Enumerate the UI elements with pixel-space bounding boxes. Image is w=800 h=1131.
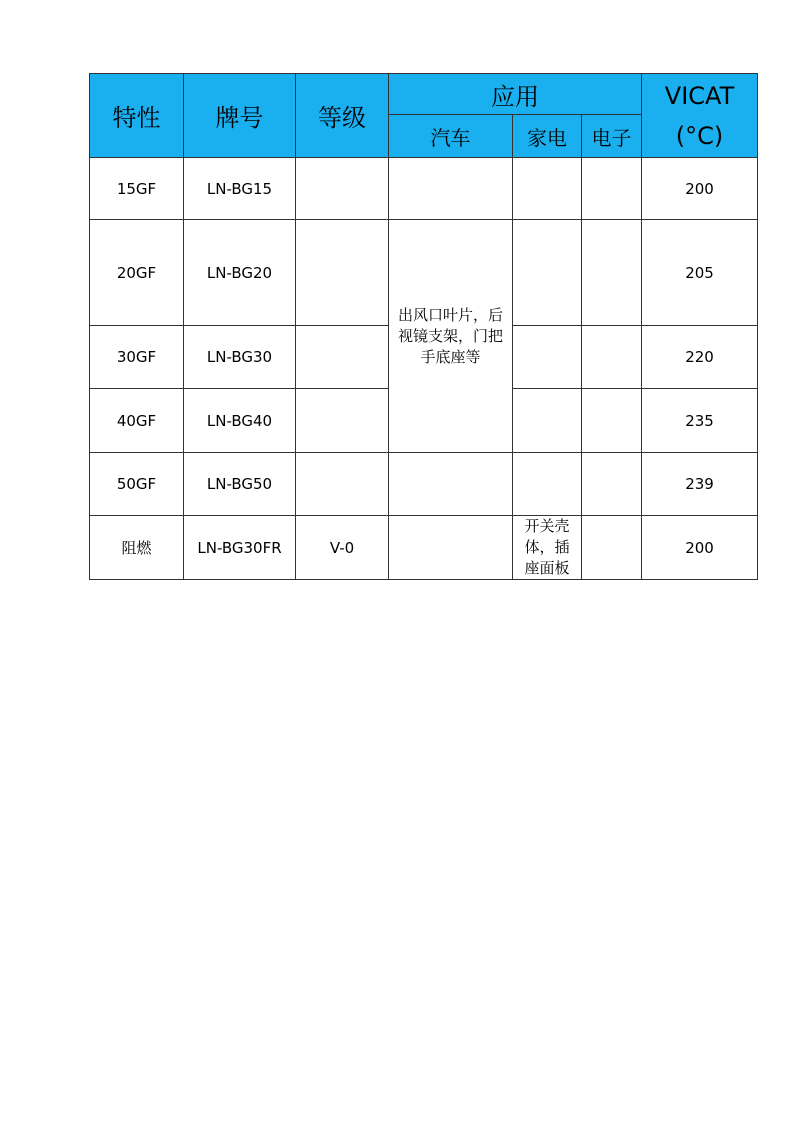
cell-property: 20GF [90,220,184,326]
cell-vicat: 239 [642,453,758,516]
header-grade-no: 牌号 [184,74,296,158]
cell-electronics [582,453,642,516]
product-table-container [89,73,758,580]
cell-automotive [389,158,513,220]
cell-vicat: 200 [642,158,758,220]
cell-vicat: 220 [642,326,758,389]
table-row [90,220,758,326]
cell-appliance [513,516,582,580]
cell-property: 阻燃 [90,516,184,580]
cell-rating: V-0 [296,516,389,580]
cell-grade-no: LN-BG50 [184,453,296,516]
cell-property: 40GF [90,389,184,453]
cell-property: 50GF [90,453,184,516]
header-appliance: 家电 [513,115,582,158]
table-row [90,516,758,580]
cell-grade-no: LN-BG40 [184,389,296,453]
table-row [90,158,758,220]
cell-vicat: 205 [642,220,758,326]
cell-automotive-merged [389,220,513,453]
cell-grade-no: LN-BG15 [184,158,296,220]
header-electronics: 电子 [582,115,642,158]
cell-appliance [513,453,582,516]
cell-electronics [582,326,642,389]
header-vicat-line2: (°C) [675,121,724,150]
cell-grade-no: LN-BG30 [184,326,296,389]
cell-automotive [389,453,513,516]
header-automotive: 汽车 [389,115,513,158]
cell-property: 30GF [90,326,184,389]
cell-appliance [513,158,582,220]
cell-appliance [513,389,582,453]
cell-appliance [513,326,582,389]
appliance-application-text: 开关壳体，插座面板 [524,517,570,577]
automotive-application-text: 出风口叶片，后视镜支架，门把手底座等 [397,305,503,366]
table-row [90,453,758,516]
header-vicat [642,74,758,158]
cell-rating [296,158,389,220]
cell-electronics [582,389,642,453]
cell-rating [296,453,389,516]
cell-rating [296,389,389,453]
cell-electronics [582,516,642,580]
cell-electronics [582,158,642,220]
cell-grade-no: LN-BG30FR [184,516,296,580]
cell-grade-no: LN-BG20 [184,220,296,326]
header-vicat-line1: VICAT [664,81,735,110]
product-table [89,73,758,580]
cell-rating [296,326,389,389]
cell-rating [296,220,389,326]
header-application: 应用 [389,74,642,115]
cell-vicat: 235 [642,389,758,453]
header-property: 特性 [90,74,184,158]
cell-property: 15GF [90,158,184,220]
cell-automotive [389,516,513,580]
cell-appliance [513,220,582,326]
cell-vicat: 200 [642,516,758,580]
header-rating: 等级 [296,74,389,158]
cell-electronics [582,220,642,326]
